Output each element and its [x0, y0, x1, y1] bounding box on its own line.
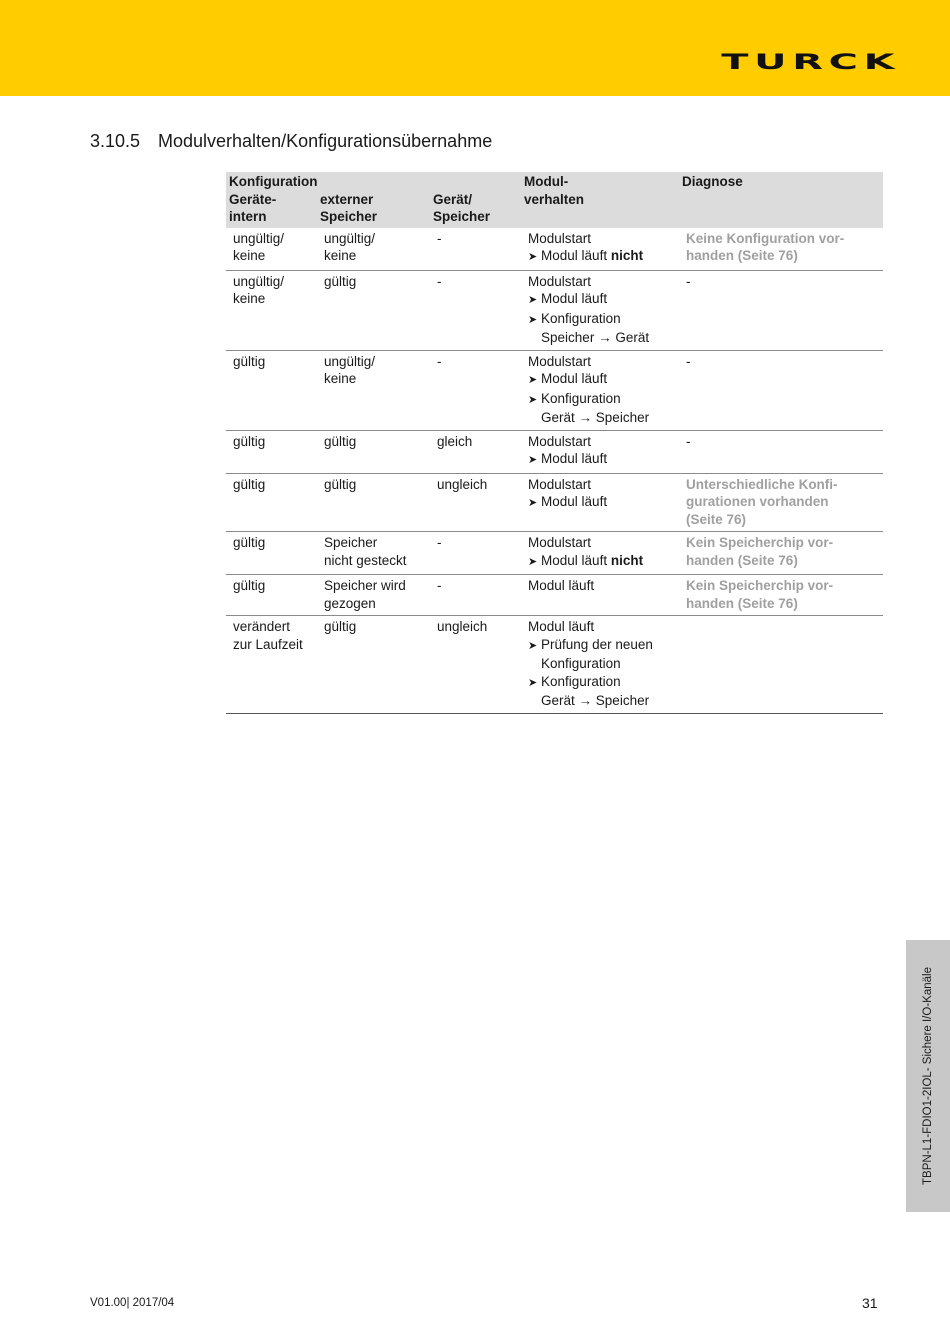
cell-diagnose: [679, 430, 883, 473]
cell-text: ungültig/: [233, 273, 285, 289]
behavior-continuation: Speicher → Gerät: [541, 330, 650, 345]
cell-modulverhalten: [521, 270, 679, 350]
cell-text: -: [686, 433, 691, 449]
diagnose-link: Unterschiedliche Konfi-: [686, 476, 838, 492]
cell-text: gültig: [233, 476, 266, 492]
cell-text: Speicher wird: [324, 578, 406, 593]
cell-text: gültig: [233, 353, 266, 369]
cell-text: Modul läuft: [528, 578, 595, 593]
cell-text: Modulstart: [528, 535, 592, 550]
cell-text: Speicher: [324, 535, 378, 550]
behavior-item: [528, 310, 675, 330]
cell-geraete-intern: [226, 350, 317, 430]
cell-text: gültig: [233, 535, 266, 550]
header-modulverhalten: Modul- verhalten: [521, 172, 679, 228]
cell-geraet-speicher: ungleich: [430, 616, 521, 714]
table-row: [226, 228, 883, 271]
cell-text: Modulstart: [528, 433, 592, 449]
cell-geraete-intern: [226, 228, 317, 271]
cell-externer-speicher: [317, 532, 430, 575]
cell-text: Modulstart: [528, 230, 592, 246]
behavior-text: Konfiguration: [541, 673, 621, 689]
cell-geraet-speicher: -: [430, 532, 521, 575]
cell-geraete-intern: [226, 616, 317, 714]
cell-text: nicht gesteckt: [324, 552, 407, 568]
arrow-icon: ➤: [528, 639, 538, 652]
cell-geraet-speicher: -: [430, 228, 521, 271]
table-row: [226, 532, 883, 575]
cell-diagnose: [679, 575, 883, 616]
cell-geraete-intern: [226, 575, 317, 616]
behavior-text: Modul läuft: [541, 371, 608, 386]
cell-text: gültig: [233, 433, 266, 449]
arrow-icon: ➤: [528, 676, 538, 689]
cell-text: ungültig/: [324, 230, 376, 246]
arrow-icon: ➤: [528, 555, 538, 568]
cell-externer-speicher: [317, 350, 430, 430]
cell-text: gültig: [324, 433, 357, 449]
cell-text: verändert: [233, 619, 291, 634]
table-row: [226, 350, 883, 430]
header-geraete-intern: Geräte- intern: [226, 191, 317, 228]
diagnose-link: handen (Seite 76): [686, 595, 798, 611]
diagnose-link: handen (Seite 76): [686, 552, 798, 568]
cell-text: Modulstart: [528, 273, 592, 289]
behavior-emphasis: nicht: [610, 248, 644, 263]
diagnose-link: handen (Seite 76): [686, 248, 798, 263]
diagnose-link: Kein Speicherchip vor-: [686, 578, 834, 593]
header-diagnose: Diagnose: [679, 172, 883, 228]
behavior-item: [528, 247, 675, 267]
cell-externer-speicher: [317, 430, 430, 473]
behavior-emphasis: nicht: [610, 552, 644, 568]
arrow-icon: ➤: [528, 374, 538, 386]
cell-diagnose: [679, 616, 883, 714]
configuration-table: [226, 172, 883, 714]
cell-modulverhalten: [521, 430, 679, 473]
behavior-text: Konfiguration: [541, 310, 621, 326]
cell-geraete-intern: [226, 532, 317, 575]
cell-text: gültig: [233, 578, 266, 593]
cell-geraet-speicher: -: [430, 350, 521, 430]
behavior-item: [528, 390, 675, 410]
behavior-continuation: Konfiguration: [541, 656, 621, 671]
header-konfiguration: Konfiguration: [226, 172, 521, 191]
behavior-item: [528, 552, 675, 572]
section-heading: [90, 131, 492, 152]
arrow-icon: ➤: [528, 251, 538, 263]
behavior-continuation: Gerät → Speicher: [541, 410, 650, 425]
cell-text: ungültig/: [233, 230, 285, 246]
cell-diagnose: [679, 270, 883, 350]
diagnose-link: (Seite 76): [686, 511, 747, 527]
arrow-icon: ➤: [528, 294, 538, 306]
cell-modulverhalten: [521, 350, 679, 430]
cell-text: -: [686, 273, 691, 289]
cell-text: zur Laufzeit: [233, 636, 303, 652]
cell-modulverhalten: [521, 228, 679, 271]
cell-text: gültig: [324, 273, 357, 289]
cell-text: gültig: [324, 476, 357, 492]
arrow-icon: ➤: [528, 454, 538, 466]
behavior-item: [528, 636, 675, 656]
cell-geraet-speicher: ungleich: [430, 473, 521, 532]
table-row: [226, 473, 883, 532]
behavior-item: [528, 673, 675, 693]
cell-diagnose: [679, 350, 883, 430]
cell-geraete-intern: [226, 270, 317, 350]
cell-geraet-speicher: gleich: [430, 430, 521, 473]
cell-modulverhalten: [521, 532, 679, 575]
page-number: 31: [862, 1295, 878, 1311]
cell-text: gezogen: [324, 595, 376, 611]
arrow-icon: ➤: [528, 393, 538, 406]
cell-text: keine: [324, 371, 357, 386]
side-tab: [906, 940, 950, 1212]
footer-version: V01.00| 2017/04: [90, 1297, 175, 1309]
cell-text: Modul läuft: [528, 619, 595, 634]
cell-text: Modulstart: [528, 353, 592, 369]
behavior-continuation: Gerät → Speicher: [541, 693, 650, 708]
cell-modulverhalten: [521, 616, 679, 714]
behavior-item: [528, 493, 675, 513]
cell-text: keine: [324, 248, 357, 263]
cell-geraete-intern: [226, 430, 317, 473]
behavior-text: Modul läuft: [541, 291, 608, 306]
cell-externer-speicher: [317, 270, 430, 350]
cell-externer-speicher: [317, 228, 430, 271]
turck-logo: TURCK: [720, 50, 900, 74]
cell-text: ungültig/: [324, 353, 376, 369]
cell-diagnose: [679, 532, 883, 575]
header-geraet-speicher: Gerät/ Speicher: [430, 191, 521, 228]
cell-geraet-speicher: -: [430, 575, 521, 616]
table-row: [226, 616, 883, 714]
cell-modulverhalten: [521, 575, 679, 616]
diagnose-link: gurationen vorhanden: [686, 494, 829, 509]
cell-geraet-speicher: -: [430, 270, 521, 350]
cell-geraete-intern: [226, 473, 317, 532]
header-externer-speicher: externer Speicher: [317, 191, 430, 228]
side-tab-label: TBPN-L1-FDIO1-2IOL- Sichere I/O-Kanäle: [922, 967, 934, 1185]
cell-modulverhalten: [521, 473, 679, 532]
header-band: [0, 0, 950, 96]
behavior-item: [528, 450, 675, 470]
behavior-text: Prüfung der neuen: [541, 636, 653, 652]
cell-diagnose: [679, 228, 883, 271]
behavior-text: Modul läuft: [541, 494, 608, 509]
cell-externer-speicher: [317, 616, 430, 714]
arrow-icon: ➤: [528, 313, 538, 326]
behavior-item: [528, 370, 675, 390]
behavior-text: Modul läuft: [541, 451, 608, 466]
table-row: [226, 430, 883, 473]
behavior-text: Modul läuft: [541, 552, 611, 568]
section-number: 3.10.5: [90, 131, 141, 151]
table-row: [226, 575, 883, 616]
arrow-icon: ➤: [528, 497, 538, 509]
table-row: [226, 270, 883, 350]
behavior-text: Konfiguration: [541, 390, 621, 406]
cell-text: gültig: [324, 619, 357, 634]
diagnose-link: Keine Konfiguration vor-: [686, 230, 845, 246]
diagnose-link: Kein Speicherchip vor-: [686, 535, 834, 550]
cell-text: keine: [233, 291, 266, 306]
cell-text: -: [686, 353, 691, 369]
cell-text: Modulstart: [528, 476, 592, 492]
behavior-item: [528, 290, 675, 310]
section-title: Modulverhalten/Konfigurationsübernahme: [158, 131, 493, 151]
cell-externer-speicher: [317, 575, 430, 616]
cell-text: keine: [233, 248, 266, 263]
behavior-text: Modul läuft: [541, 248, 611, 263]
cell-externer-speicher: [317, 473, 430, 532]
cell-diagnose: [679, 473, 883, 532]
